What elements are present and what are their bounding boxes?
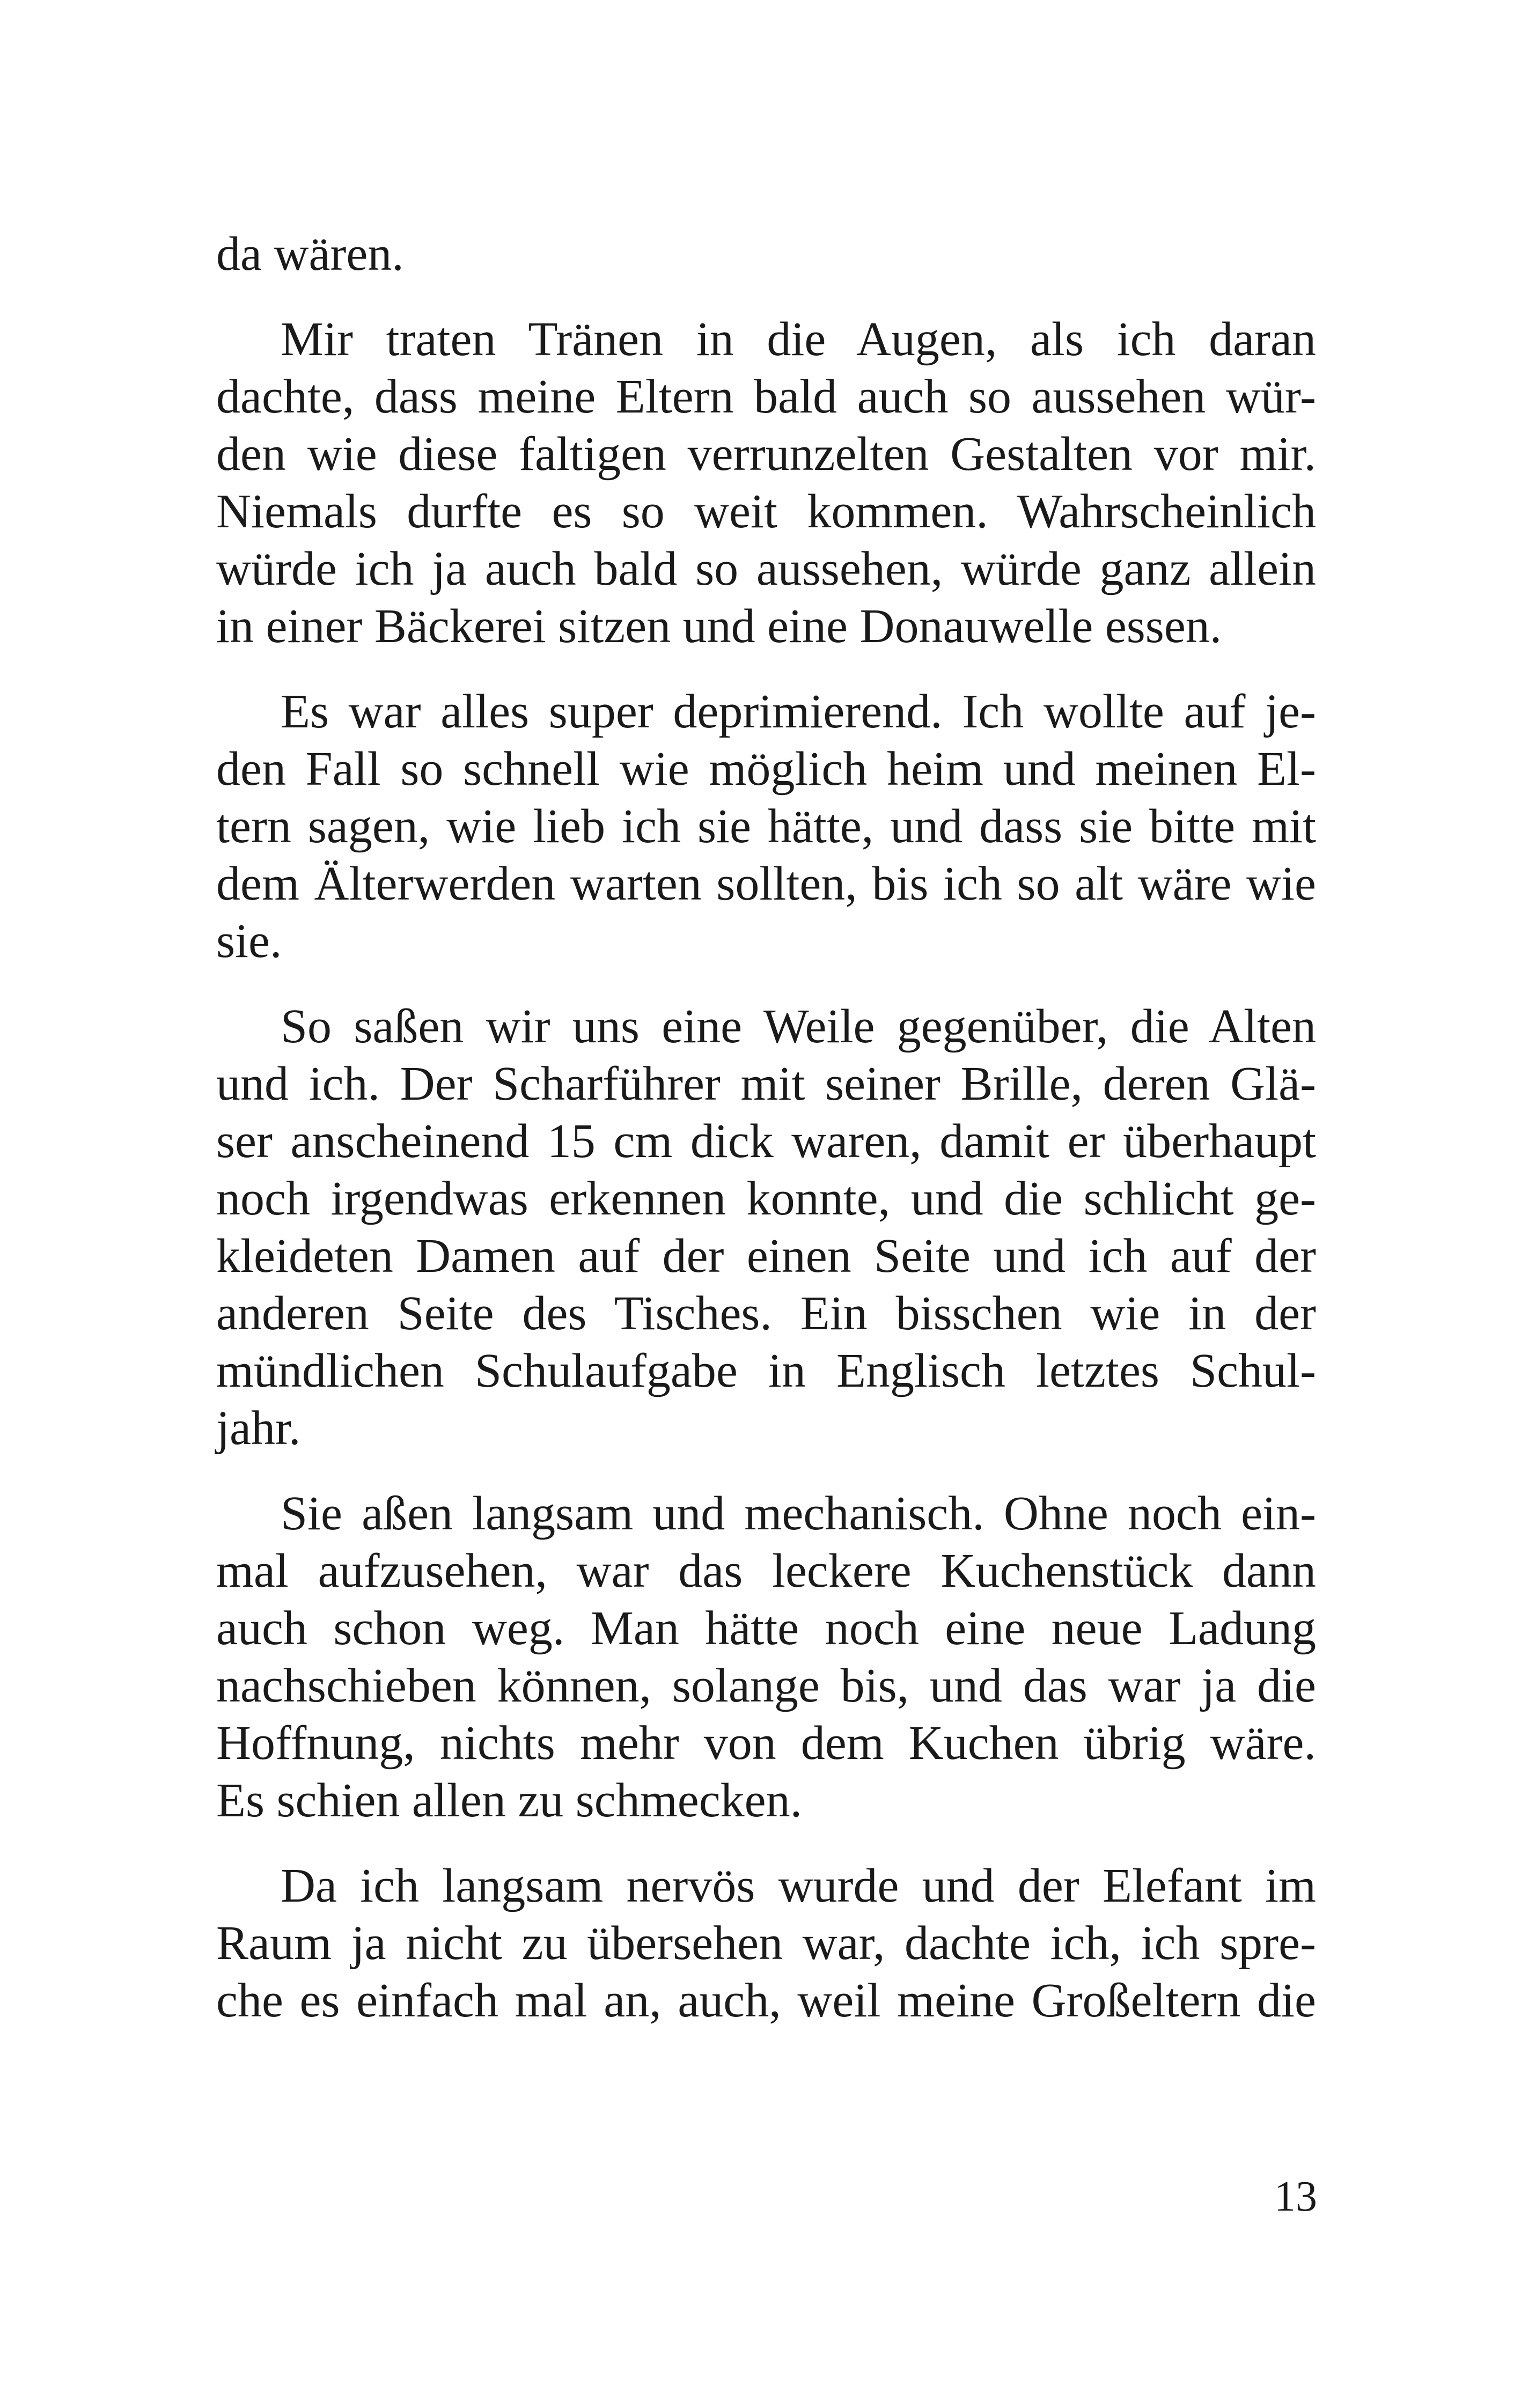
text-line: mündlichen Schulaufgabe in Englisch letztes Schul- [216,1344,1316,1397]
text-line: tern sagen, wie lieb ich sie hätte, und dass sie bitte mit [216,800,1316,853]
text-line: Es war alles super deprimierend. Ich wollte auf je- [281,685,1316,738]
text-line: Sie aßen langsam und mechanisch. Ohne noch ein- [281,1487,1316,1540]
text-line: auch schon weg. Man hätte noch eine neue Ladung [216,1602,1316,1655]
text-line: Da ich langsam nervös wurde und der Elefant im [281,1859,1316,1912]
text-line: in einer Bäckerei sitzen und eine Donauwelle essen. [216,600,1222,653]
text-line: sie. [216,915,282,968]
body-text [216,225,1316,2057]
text-line: noch irgendwas erkennen konnte, und die schlicht ge- [216,1172,1316,1225]
text-line: Mir traten Tränen in die Augen, als ich daran [281,313,1316,366]
text-line: dem Älterwerden warten sollten, bis ich so alt wäre wie [216,857,1316,910]
text-line: den wie diese faltigen verrunzelten Gestalten vor mir. [216,428,1316,481]
text-line: So saßen wir uns eine Weile gegenüber, die Alten [281,1000,1316,1053]
text-line: Es schien allen zu schmecken. [216,1774,803,1827]
text-line: und ich. Der Scharführer mit seiner Brille, deren Glä- [216,1057,1316,1110]
paragraph-6 [216,1857,1316,2029]
paragraph-4 [216,998,1316,1457]
text-line: würde ich ja auch bald so aussehen, würde ganz allein [216,542,1316,595]
text-line: kleideten Damen auf der einen Seite und ich auf der [216,1229,1316,1283]
paragraph-2 [216,311,1316,655]
text-line: da wären. [216,227,404,281]
text-line: dachte, dass meine Eltern bald auch so aussehen wür- [216,370,1316,423]
text-line: Hoffnung, nichts mehr von dem Kuchen übrig wäre. [216,1717,1316,1770]
text-line: jahr. [216,1402,301,1455]
text-line: nachschieben können, solange bis, und das war ja die [216,1659,1316,1712]
text-line: Niemals durfte es so weit kommen. Wahrscheinlich [216,485,1316,538]
paragraph-1 [216,225,1316,283]
text-line: anderen Seite des Tisches. Ein bisschen wie in der [216,1287,1316,1340]
text-line: Raum ja nicht zu übersehen war, dachte ich, ich spre- [216,1917,1316,1970]
text-line: den Fall so schnell wie möglich heim und meinen El- [216,742,1316,796]
text-line: ser anscheinend 15 cm dick waren, damit er überhaupt [216,1115,1316,1168]
paragraph-3 [216,683,1316,970]
page-number: 13 [1274,2173,1317,2220]
paragraph-5 [216,1485,1316,1829]
text-line: mal aufzusehen, war das leckere Kuchenstück dann [216,1544,1316,1597]
text-line: che es einfach mal an, auch, weil meine Großeltern die [216,1974,1316,2027]
